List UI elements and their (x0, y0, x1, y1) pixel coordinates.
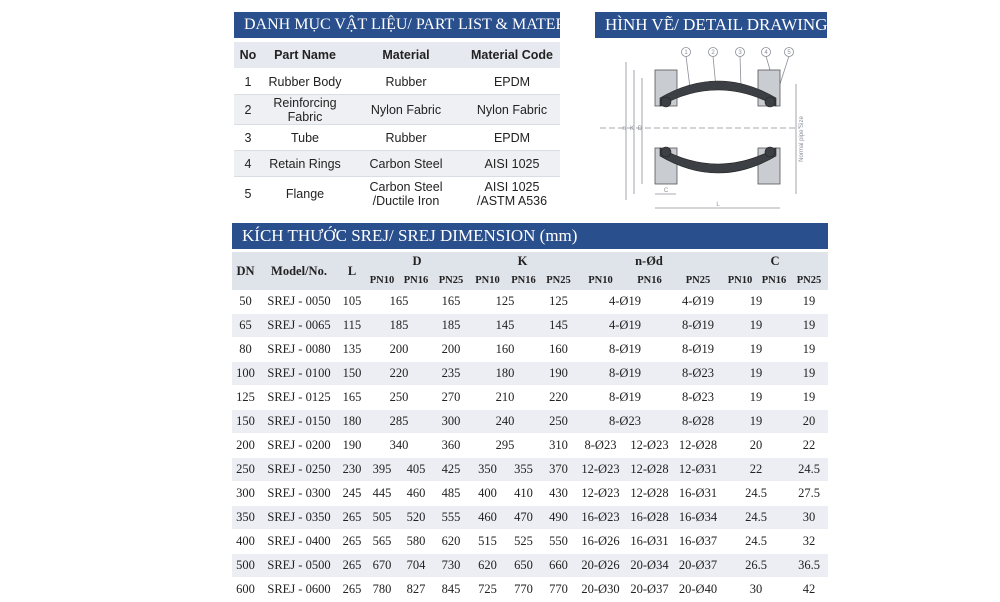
dimension-row (232, 314, 828, 338)
parts-cell-material: Rubber (348, 125, 464, 151)
dim-cell-c10: 19 (722, 410, 790, 434)
dim-cell-model: SREJ - 0350 (259, 506, 339, 530)
head-nod-pn10: PN10 (576, 271, 625, 290)
parts-cell-code: EPDM (464, 69, 560, 95)
leader-4 (766, 56, 770, 70)
dim-cell-k25: 190 (541, 362, 576, 386)
dim-cell-d25: 360 (433, 434, 469, 458)
dim-cell-d16: 580 (399, 530, 433, 554)
dimension-row (232, 578, 828, 602)
head-d-pn25: PN25 (433, 271, 469, 290)
head-d-pn16: PN16 (399, 271, 433, 290)
dim-cell-k10: 125 (469, 290, 541, 314)
parts-cell-name: Reinforcing Fabric (262, 95, 348, 125)
label-n: n (622, 126, 626, 132)
dim-cell-dn: 150 (232, 410, 259, 434)
dim-cell-n16: 20-Ø34 (625, 554, 674, 578)
head-model: Model/No. (259, 252, 339, 290)
parts-row (234, 177, 560, 211)
dim-cell-c10: 19 (722, 386, 790, 410)
callout-3: 3 (738, 50, 742, 56)
dim-cell-k16: 525 (506, 530, 541, 554)
dim-cell-model: SREJ - 0600 (259, 578, 339, 602)
head-k-pn10: PN10 (469, 271, 506, 290)
head-d-pn10: PN10 (365, 271, 399, 290)
dim-cell-d10: 200 (365, 338, 433, 362)
dim-cell-n16: 20-Ø37 (625, 578, 674, 602)
col-material: Material (348, 42, 464, 69)
parts-row (234, 95, 560, 125)
parts-cell-name: Flange (262, 177, 348, 211)
right-margin (828, 0, 1000, 600)
dim-cell-dn: 50 (232, 290, 259, 314)
dim-cell-n16: 16-Ø31 (625, 530, 674, 554)
dim-cell-n10: 8-Ø19 (576, 386, 674, 410)
dim-cell-dn: 250 (232, 458, 259, 482)
retain-ring-right-bottom (765, 147, 775, 157)
dim-cell-n10: 16-Ø23 (576, 506, 625, 530)
dimension-row (232, 458, 828, 482)
dim-cell-model: SREJ - 0150 (259, 410, 339, 434)
dim-cell-k25: 250 (541, 410, 576, 434)
parts-cell-material: Rubber (348, 69, 464, 95)
dim-cell-l: 245 (339, 482, 365, 506)
dim-cell-d10: 285 (365, 410, 433, 434)
dim-cell-d10: 250 (365, 386, 433, 410)
dim-cell-c10: 24.5 (722, 530, 790, 554)
head-nod-pn25: PN25 (674, 271, 722, 290)
dim-cell-d16: 827 (399, 578, 433, 602)
dim-cell-c25: 36.5 (790, 554, 828, 578)
dim-cell-d10: 220 (365, 362, 433, 386)
dim-cell-n10: 8-Ø19 (576, 362, 674, 386)
parts-cell-name: Rubber Body (262, 69, 348, 95)
dim-cell-c25: 19 (790, 290, 828, 314)
dim-cell-k16: 470 (506, 506, 541, 530)
dims-header-row-1 (232, 252, 828, 271)
dim-cell-dn: 350 (232, 506, 259, 530)
dim-cell-k25: 160 (541, 338, 576, 362)
dim-cell-n25: 16-Ø34 (674, 506, 722, 530)
dimension-row (232, 410, 828, 434)
label-l: L (716, 202, 720, 208)
dim-cell-dn: 65 (232, 314, 259, 338)
dim-cell-d10: 185 (365, 314, 433, 338)
parts-cell-code: EPDM (464, 125, 560, 151)
dim-cell-l: 265 (339, 506, 365, 530)
dim-cell-d25: 555 (433, 506, 469, 530)
dim-cell-k10: 460 (469, 506, 506, 530)
leader-5 (780, 56, 789, 84)
dim-cell-k25: 145 (541, 314, 576, 338)
dim-cell-model: SREJ - 0050 (259, 290, 339, 314)
dim-cell-dn: 200 (232, 434, 259, 458)
parts-table (234, 42, 560, 211)
dim-cell-c10: 19 (722, 314, 790, 338)
dimension-row (232, 482, 828, 506)
dim-cell-n16: 16-Ø28 (625, 506, 674, 530)
dim-cell-c10: 19 (722, 362, 790, 386)
dimension-row (232, 338, 828, 362)
head-d: D (365, 252, 469, 271)
dim-cell-c25: 24.5 (790, 458, 828, 482)
leader-1 (686, 56, 690, 88)
dim-cell-d10: 395 (365, 458, 399, 482)
dimension-row (232, 362, 828, 386)
dim-cell-dn: 80 (232, 338, 259, 362)
head-c-pn25: PN25 (790, 271, 828, 290)
label-d: D (637, 126, 643, 132)
dim-cell-model: SREJ - 0065 (259, 314, 339, 338)
parts-header-row (234, 42, 560, 69)
parts-cell-code: Nylon Fabric (464, 95, 560, 125)
label-c: C (663, 188, 669, 194)
dim-cell-k10: 725 (469, 578, 506, 602)
dim-cell-n10: 4-Ø19 (576, 314, 674, 338)
dim-cell-n16: 12-Ø28 (625, 482, 674, 506)
dim-cell-model: SREJ - 0200 (259, 434, 339, 458)
dim-cell-c25: 19 (790, 362, 828, 386)
dim-cell-d25: 300 (433, 410, 469, 434)
dimension-header: KÍCH THƯỚC SREJ/ SREJ DIMENSION (mm) (232, 223, 828, 249)
dim-cell-l: 265 (339, 530, 365, 554)
callout-2: 2 (711, 50, 715, 56)
dimension-table (232, 252, 828, 602)
dim-cell-k10: 620 (469, 554, 506, 578)
parts-row (234, 151, 560, 177)
label-pipe-size: Normal pipe Size (799, 116, 805, 162)
dim-cell-n25: 8-Ø23 (674, 362, 722, 386)
dim-cell-n10: 8-Ø23 (576, 410, 674, 434)
head-k: K (469, 252, 576, 271)
dim-cell-n25: 8-Ø28 (674, 410, 722, 434)
dim-cell-c25: 32 (790, 530, 828, 554)
dim-cell-c10: 30 (722, 578, 790, 602)
parts-list-header: DANH MỤC VẬT LIỆU/ PART LIST & MATERIAL (234, 12, 560, 38)
parts-cell-name: Retain Rings (262, 151, 348, 177)
dim-cell-k16: 770 (506, 578, 541, 602)
callout-4: 4 (764, 50, 768, 56)
dim-cell-c10: 24.5 (722, 506, 790, 530)
head-nod: n-Ød (576, 252, 722, 271)
dim-cell-model: SREJ - 0080 (259, 338, 339, 362)
col-part-name: Part Name (262, 42, 348, 69)
dim-cell-model: SREJ - 0250 (259, 458, 339, 482)
dim-cell-d16: 405 (399, 458, 433, 482)
dim-cell-d10: 505 (365, 506, 399, 530)
dim-cell-n25: 20-Ø40 (674, 578, 722, 602)
dim-cell-k25: 770 (541, 578, 576, 602)
dim-cell-n25: 16-Ø37 (674, 530, 722, 554)
dim-cell-d10: 445 (365, 482, 399, 506)
dim-cell-n10: 20-Ø26 (576, 554, 625, 578)
parts-cell-material: Carbon Steel (348, 151, 464, 177)
dimension-row (232, 506, 828, 530)
dim-cell-d25: 620 (433, 530, 469, 554)
dim-cell-model: SREJ - 0125 (259, 386, 339, 410)
dim-cell-model: SREJ - 0100 (259, 362, 339, 386)
dim-cell-k10: 160 (469, 338, 541, 362)
dim-cell-k25: 550 (541, 530, 576, 554)
parts-cell-no: 2 (234, 95, 262, 125)
dim-cell-n10: 12-Ø23 (576, 458, 625, 482)
dim-cell-n25: 12-Ø31 (674, 458, 722, 482)
dim-cell-c10: 19 (722, 290, 790, 314)
dim-cell-dn: 400 (232, 530, 259, 554)
head-nod-pn16: PN16 (625, 271, 674, 290)
dim-cell-c10: 19 (722, 338, 790, 362)
dim-cell-k16: 410 (506, 482, 541, 506)
dim-cell-l: 135 (339, 338, 365, 362)
dim-cell-l: 180 (339, 410, 365, 434)
dim-cell-c10: 20 (722, 434, 790, 458)
dimension-row (232, 290, 828, 314)
dim-cell-n25: 16-Ø31 (674, 482, 722, 506)
parts-cell-no: 5 (234, 177, 262, 211)
dim-cell-d25: 270 (433, 386, 469, 410)
dim-cell-c25: 19 (790, 314, 828, 338)
retain-ring-right-top (765, 97, 775, 107)
dim-cell-l: 165 (339, 386, 365, 410)
dim-cell-k25: 490 (541, 506, 576, 530)
head-k-pn16: PN16 (506, 271, 541, 290)
dim-cell-n25: 20-Ø37 (674, 554, 722, 578)
retain-ring-left-top (661, 97, 671, 107)
parts-cell-code: AISI 1025 /ASTM A536 (464, 177, 560, 211)
dim-cell-dn: 500 (232, 554, 259, 578)
dim-cell-l: 115 (339, 314, 365, 338)
dim-cell-dn: 100 (232, 362, 259, 386)
callout-5: 5 (787, 50, 791, 56)
dim-cell-model: SREJ - 0400 (259, 530, 339, 554)
col-material-code: Material Code (464, 42, 560, 69)
dim-cell-c25: 19 (790, 338, 828, 362)
dim-cell-k10: 180 (469, 362, 541, 386)
dim-cell-l: 150 (339, 362, 365, 386)
dimension-row (232, 530, 828, 554)
parts-row (234, 125, 560, 151)
dim-cell-d25: 485 (433, 482, 469, 506)
dim-cell-k10: 240 (469, 410, 541, 434)
dim-cell-d25: 185 (433, 314, 469, 338)
head-c: C (722, 252, 828, 271)
dim-cell-d25: 845 (433, 578, 469, 602)
dim-cell-n25: 12-Ø28 (674, 434, 722, 458)
dim-cell-k25: 125 (541, 290, 576, 314)
dim-cell-k25: 660 (541, 554, 576, 578)
parts-cell-no: 4 (234, 151, 262, 177)
head-k-pn25: PN25 (541, 271, 576, 290)
dim-cell-k16: 355 (506, 458, 541, 482)
dim-cell-d25: 200 (433, 338, 469, 362)
dim-cell-d25: 235 (433, 362, 469, 386)
dim-cell-k10: 350 (469, 458, 506, 482)
dim-cell-k10: 400 (469, 482, 506, 506)
parts-cell-material: Nylon Fabric (348, 95, 464, 125)
left-margin (0, 0, 232, 600)
dim-cell-c25: 42 (790, 578, 828, 602)
dim-cell-n25: 8-Ø23 (674, 386, 722, 410)
retain-ring-left-bottom (661, 147, 671, 157)
dimension-row (232, 434, 828, 458)
dim-cell-l: 190 (339, 434, 365, 458)
parts-cell-material: Carbon Steel /Ductile Iron (348, 177, 464, 211)
dim-cell-k10: 145 (469, 314, 541, 338)
parts-cell-name: Tube (262, 125, 348, 151)
dim-cell-dn: 300 (232, 482, 259, 506)
head-dn: DN (232, 252, 259, 290)
dim-cell-l: 230 (339, 458, 365, 482)
dim-cell-n25: 8-Ø19 (674, 314, 722, 338)
dim-cell-n16: 12-Ø23 (625, 434, 674, 458)
parts-cell-no: 3 (234, 125, 262, 151)
dim-cell-n10: 12-Ø23 (576, 482, 625, 506)
dim-cell-d25: 730 (433, 554, 469, 578)
dim-cell-l: 105 (339, 290, 365, 314)
dim-cell-d16: 704 (399, 554, 433, 578)
detail-drawing-header: HÌNH VẼ/ DETAIL DRAWING (595, 12, 827, 38)
dim-cell-n10: 16-Ø26 (576, 530, 625, 554)
dim-cell-d25: 165 (433, 290, 469, 314)
dim-cell-c10: 22 (722, 458, 790, 482)
dim-cell-n16: 12-Ø28 (625, 458, 674, 482)
dim-cell-d10: 780 (365, 578, 399, 602)
parts-cell-code: AISI 1025 (464, 151, 560, 177)
dim-cell-n25: 8-Ø19 (674, 338, 722, 362)
parts-row (234, 69, 560, 95)
dim-cell-d10: 165 (365, 290, 433, 314)
dim-cell-k25: 370 (541, 458, 576, 482)
label-k: K (629, 126, 635, 132)
dim-cell-c25: 22 (790, 434, 828, 458)
dim-cell-c25: 30 (790, 506, 828, 530)
dim-cell-c25: 20 (790, 410, 828, 434)
head-c-pn10: PN10 (722, 271, 758, 290)
dimension-row (232, 554, 828, 578)
dim-cell-c25: 19 (790, 386, 828, 410)
dim-cell-k25: 310 (541, 434, 576, 458)
dim-cell-n10: 8-Ø19 (576, 338, 674, 362)
dim-cell-model: SREJ - 0300 (259, 482, 339, 506)
parts-cell-no: 1 (234, 69, 262, 95)
dim-cell-n10: 4-Ø19 (576, 290, 674, 314)
dim-cell-k25: 220 (541, 386, 576, 410)
dim-cell-dn: 125 (232, 386, 259, 410)
dim-cell-dn: 600 (232, 578, 259, 602)
col-no: No (234, 42, 262, 69)
dim-cell-c10: 24.5 (722, 482, 790, 506)
dim-cell-d16: 520 (399, 506, 433, 530)
dim-cell-c10: 26.5 (722, 554, 790, 578)
dim-cell-k10: 515 (469, 530, 506, 554)
dim-cell-k25: 430 (541, 482, 576, 506)
head-l: L (339, 252, 365, 290)
dim-cell-d25: 425 (433, 458, 469, 482)
dim-cell-n10: 8-Ø23 (576, 434, 625, 458)
callout-1: 1 (684, 50, 688, 56)
dim-cell-d10: 340 (365, 434, 433, 458)
dim-cell-model: SREJ - 0500 (259, 554, 339, 578)
dimension-row (232, 386, 828, 410)
dim-cell-n10: 20-Ø30 (576, 578, 625, 602)
dim-cell-n25: 4-Ø19 (674, 290, 722, 314)
head-c-pn16: PN16 (758, 271, 790, 290)
detail-drawing (600, 44, 826, 220)
dim-cell-d10: 565 (365, 530, 399, 554)
dim-cell-c25: 27.5 (790, 482, 828, 506)
dim-cell-d10: 670 (365, 554, 399, 578)
dim-cell-k10: 210 (469, 386, 541, 410)
dim-cell-k10: 295 (469, 434, 541, 458)
dim-cell-d16: 460 (399, 482, 433, 506)
dim-cell-l: 265 (339, 554, 365, 578)
dim-cell-l: 265 (339, 578, 365, 602)
dim-cell-k16: 650 (506, 554, 541, 578)
